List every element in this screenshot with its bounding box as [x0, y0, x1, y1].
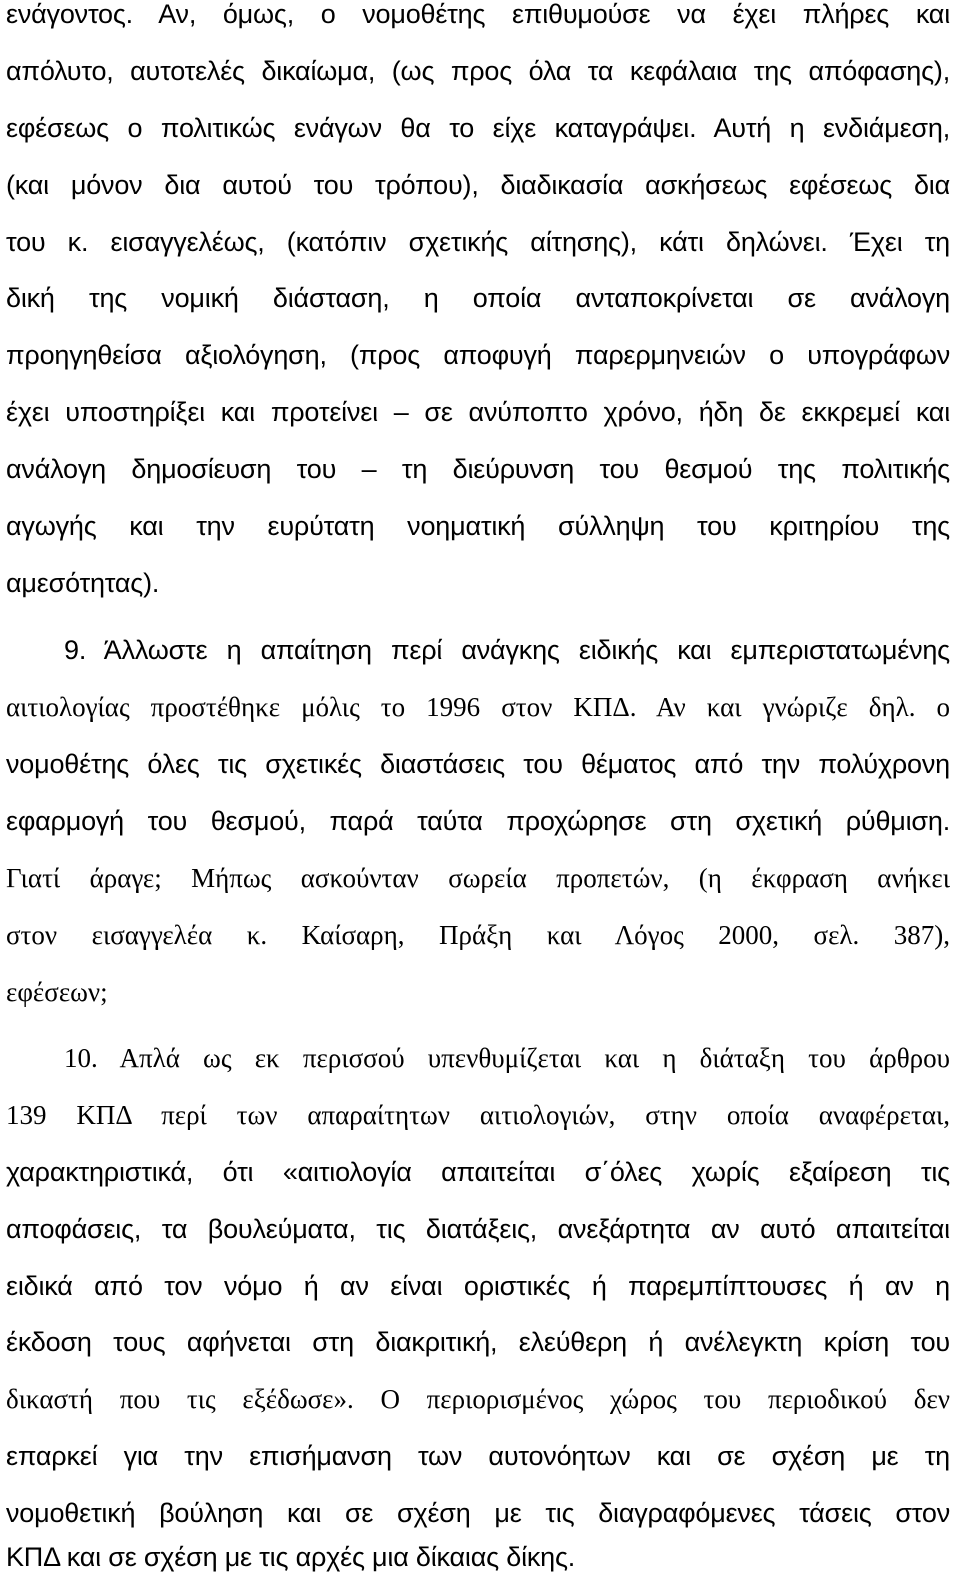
text-line: ενάγοντος. Αν, όμως, ο νομοθέτης επιθυμούσε να έχει πλήρες και — [6, 0, 950, 29]
text-line: ΚΠΔ και σε σχέση με τις αρχές μια δίκαιας δίκης. — [6, 1542, 576, 1572]
text-line: έκδοση τους αφήνεται στη διακριτική, ελεύθερη ή ανέλεγκτη κρίση του — [6, 1327, 950, 1357]
text-line: δική της νομική διάσταση, η οποία ανταποκρίνεται σε ανάλογη — [6, 283, 950, 313]
text-line: επαρκεί για την επισήμανση των αυτονόητων και σε σχέση με τη — [6, 1441, 950, 1471]
text-line: (και μόνον δια αυτού του τρόπου), διαδικασία ασκήσεως εφέσεως δια — [6, 170, 950, 200]
text-line: αποφάσεις, τα βουλεύματα, τις διατάξεις, ανεξάρτητα αν αυτό απαιτείται — [6, 1214, 950, 1244]
text-line: αιτιολογίας προστέθηκε μόλις το 1996 στον ΚΠΔ. Αν και γνώριζε δηλ. ο — [6, 692, 950, 722]
text-line: αγωγής και την ευρύτατη νοηματική σύλληψη του κριτηρίου της — [6, 511, 950, 541]
text-line: 139 ΚΠΔ περί των απαραίτητων αιτιολογιών, στην οποία αναφέρεται, — [6, 1100, 950, 1130]
text-line: αμεσότητας). — [6, 568, 160, 598]
text-line: απόλυτο, αυτοτελές δικαίωμα, (ως προς όλα τα κεφάλαια της απόφασης), — [6, 56, 950, 86]
text-line: ανάλογη δημοσίευση του – τη διεύρυνση του θεσμού της πολιτικής — [6, 454, 950, 484]
text-line: του κ. εισαγγελέως, (κατόπιν σχετικής αίτησης), κάτι δηλώνει. Έχει τη — [6, 227, 950, 257]
text-line: εφέσεων; — [6, 977, 108, 1007]
text-line: έχει υποστηρίξει και προτείνει – σε ανύποπτο χρόνο, ήδη δε εκκρεμεί και — [6, 397, 950, 427]
text-line: εφαρμογή του θεσμού, παρά ταύτα προχώρησε στη σχετική ρύθμιση. — [6, 806, 950, 836]
text-line: χαρακτηριστικά, ότι «αιτιολογία απαιτείται σ΄όλες χωρίς εξαίρεση τις — [6, 1157, 950, 1187]
text-line: δικαστή που τις εξέδωσε». Ο περιορισμένος χώρος του περιοδικού δεν — [6, 1384, 950, 1414]
text-line: νομοθέτης όλες τις σχετικές διαστάσεις του θέματος από την πολύχρονη — [6, 749, 950, 779]
paragraph-9-first-line: 9. Άλλωστε η απαίτηση περί ανάγκης ειδικής και εμπεριστατωμένης — [64, 635, 950, 665]
text-line: νομοθετική βούληση και σε σχέση με τις διαγραφόμενες τάσεις στον — [6, 1498, 950, 1528]
text-line: εφέσεως ο πολιτικώς ενάγων θα το είχε καταγράψει. Αυτή η ενδιάμεση, — [6, 113, 950, 143]
paragraph-10-first-line: 10. Απλά ως εκ περισσού υπενθυμίζεται και η διάταξη του άρθρου — [64, 1043, 950, 1073]
text-line: στον εισαγγελέα κ. Καίσαρη, Πράξη και Λόγος 2000, σελ. 387), — [6, 920, 950, 950]
text-line: Γιατί άραγε; Μήπως ασκούνταν σωρεία προπετών, (η έκφραση ανήκει — [6, 863, 950, 893]
text-line: ειδικά από τον νόμο ή αν είναι οριστικές ή παρεμπίπτουσες ή αν η — [6, 1271, 950, 1301]
text-line: προηγηθείσα αξιολόγηση, (προς αποφυγή παρερμηνειών ο υπογράφων — [6, 340, 950, 370]
